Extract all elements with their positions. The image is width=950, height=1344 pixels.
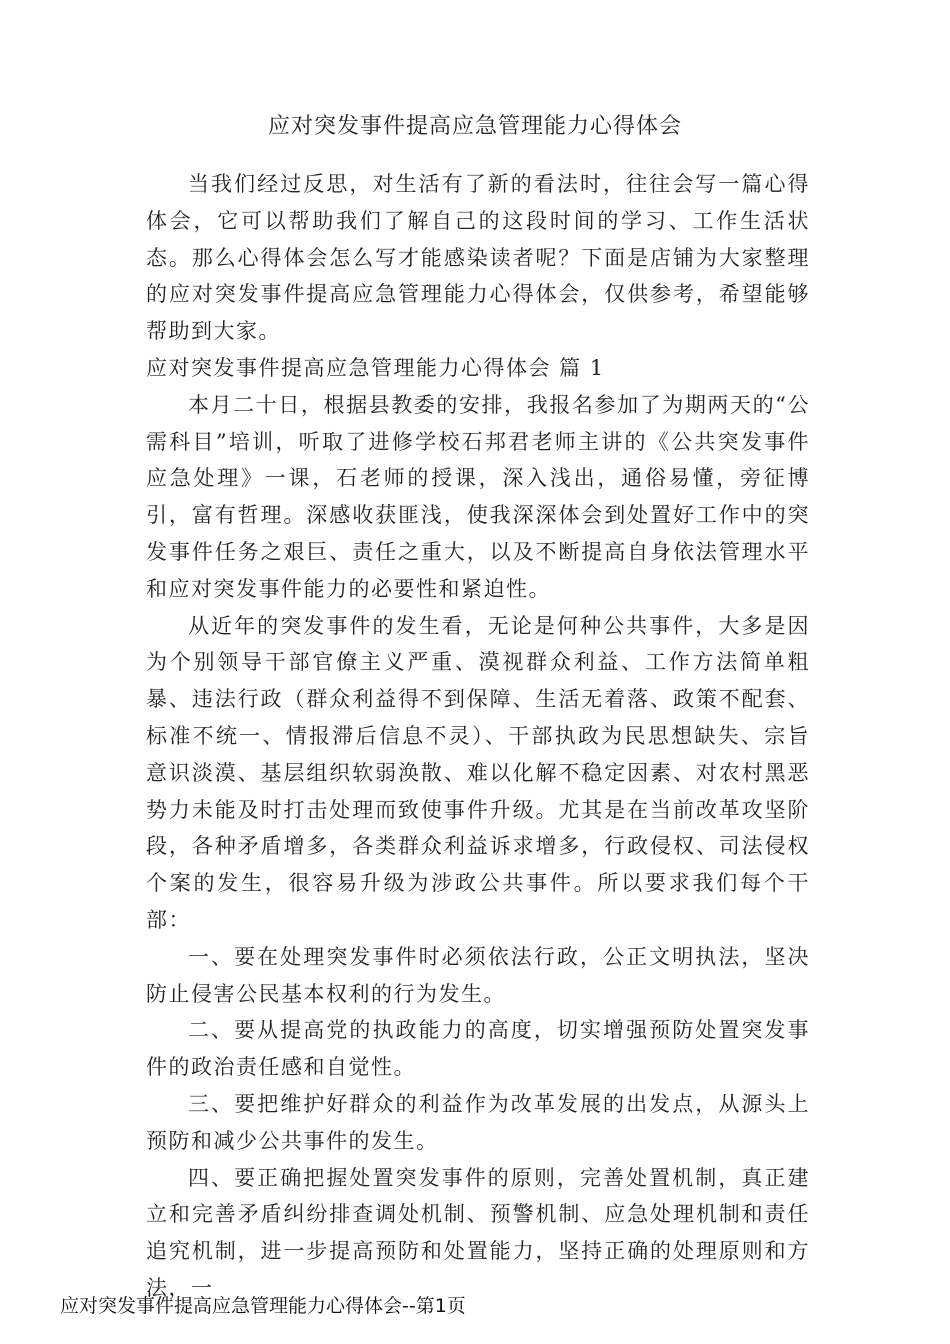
body-paragraph: 本月二十日，根据县教委的安排，我报名参加了为期两天的“公需科目”培训，听取了进修学校石邦君老师主讲的《公共突发事件应急处理》一课，石老师的授课，深入浅出，通俗易懂，旁征博引，富有哲理。深感收获匪浅，使我深深体会到处置好工作中的突发事件任务之艰巨、责任之重大，以及不断提高自身依法管理水平和应对突发事件能力的必要性和紧迫性。: [146, 392, 810, 601]
document-body: [146, 166, 810, 1307]
list-item-paragraph: 三、要把维护好群众的利益作为改革发展的出发点，从源头上预防和减少公共事件的发生。: [146, 1091, 810, 1153]
section-heading: 应对突发事件提高应急管理能力心得体会 篇 1: [146, 355, 605, 380]
page-footer: 应对突发事件提高应急管理能力心得体会--第1页: [60, 1295, 466, 1317]
list-item-paragraph: 四、要正确把握处置突发事件的原则，完善处置机制，真正建立和完善矛盾纠纷排查调处机制、预警机制、应急处理机制和责任追究机制，进一步提高预防和处置能力，坚持正确的处理原则和方法，一: [146, 1165, 810, 1300]
intro-paragraph: 当我们经过反思，对生活有了新的看法时，往往会写一篇心得体会，它可以帮助我们了解自己的这段时间的学习、工作生活状态。那么心得体会怎么写才能感染读者呢？下面是店铺为大家整理的应对突发事件提高应急管理能力心得体会，仅供参考，希望能够帮助到大家。: [146, 172, 810, 344]
body-paragraph: 从近年的突发事件的发生看，无论是何种公共事件，大多是因为个别领导干部官僚主义严重、漠视群众利益、工作方法简单粗暴、违法行政（群众利益得不到保障、生活无着落、政策不配套、标准不统一、情报滞后信息不灵）、干部执政为民思想缺失、宗旨意识淡漠、基层组织软弱涣散、难以化解不稳定因素、对农村黑恶势力未能及时打击处理而致使事件升级。尤其是在当前改革攻坚阶段，各种矛盾增多，各类群众利益诉求增多，行政侵权、司法侵权个案的发生，很容易升级为涉政公共事件。所以要求我们每个干部：: [146, 613, 810, 932]
list-item-paragraph: 二、要从提高党的执政能力的高度，切实增强预防处置突发事件的政治责任感和自觉性。: [146, 1018, 810, 1080]
document-title: 应对突发事件提高应急管理能力心得体会: [267, 114, 682, 139]
list-item-paragraph: 一、要在处理突发事件时必须依法行政，公正文明执法，坚决防止侵害公民基本权利的行为发生。: [146, 944, 810, 1006]
